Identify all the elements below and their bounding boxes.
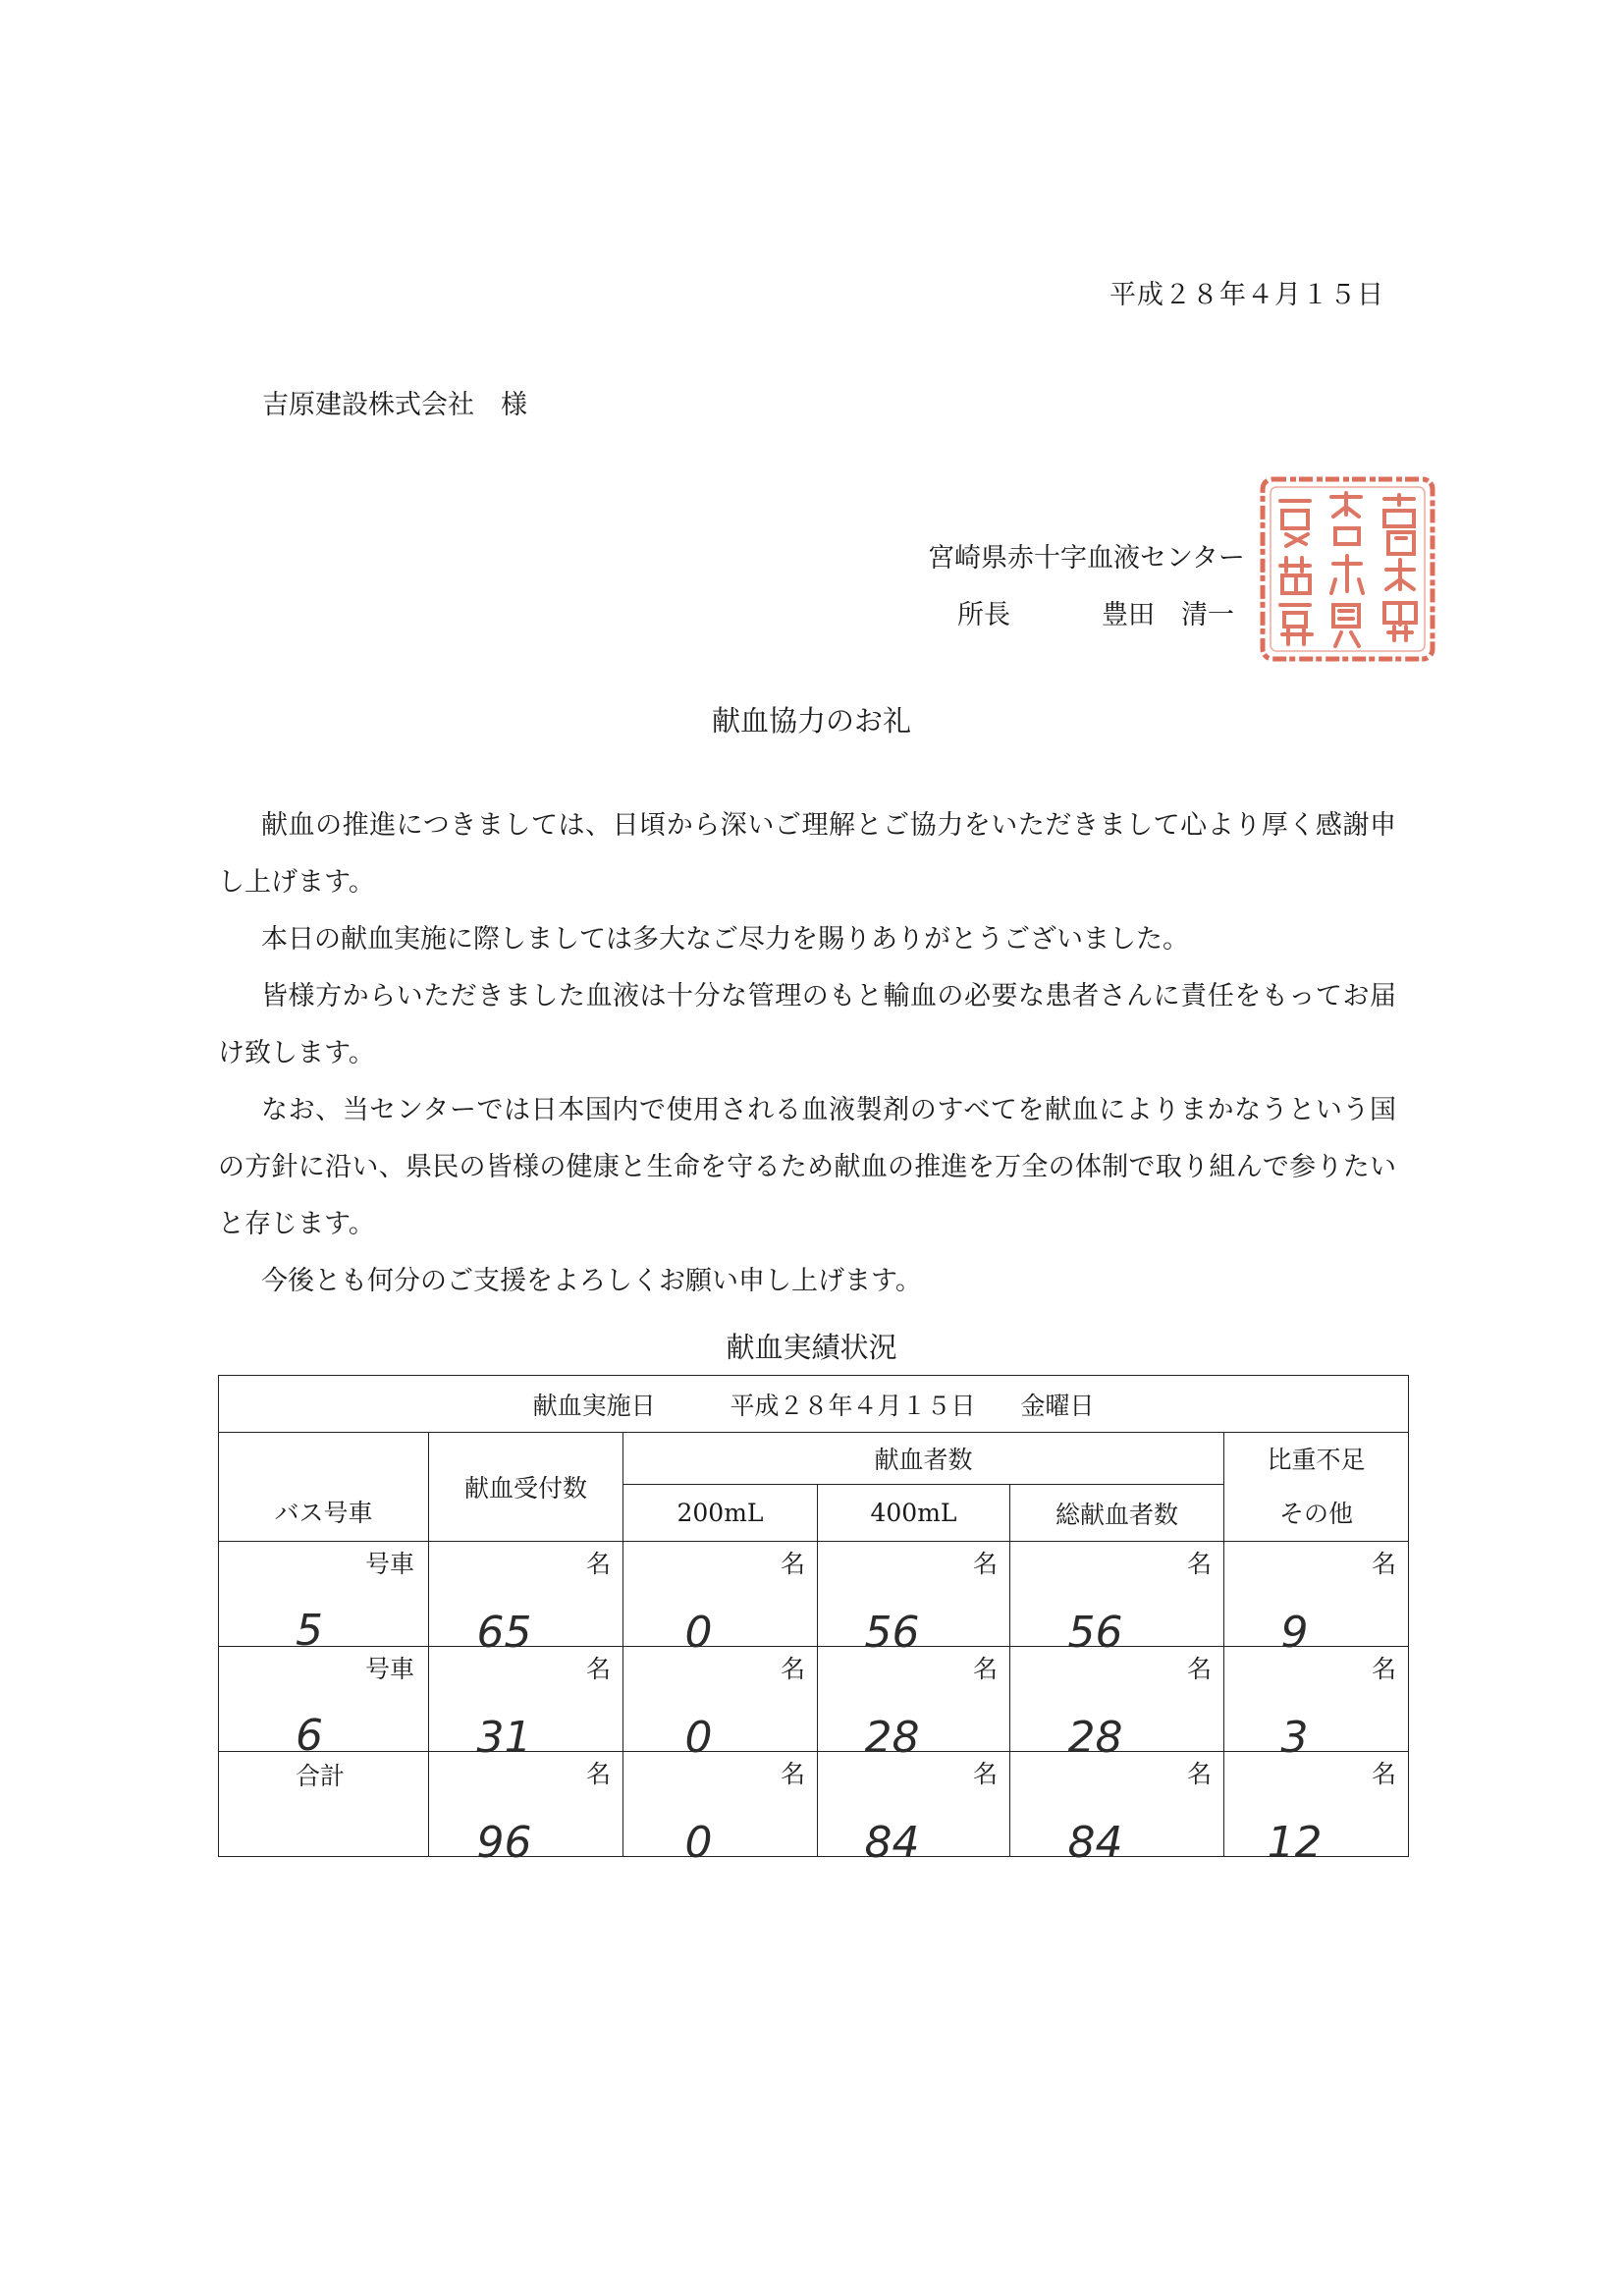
unit-label: 名	[1186, 1655, 1212, 1683]
received-value: 31	[476, 1713, 532, 1763]
total-value: 28	[1067, 1713, 1123, 1763]
bus-suffix: 号車	[364, 1550, 414, 1578]
addressee: 吉原建設株式会社 様	[262, 390, 527, 420]
letter-subject: 献血協力のお礼	[711, 704, 911, 738]
header-row-1	[219, 1433, 1409, 1485]
other-value: 3	[1280, 1713, 1309, 1763]
unit-label: 名	[1372, 1760, 1397, 1788]
other-cell	[1224, 1752, 1409, 1868]
bus-suffix: 号車	[364, 1655, 414, 1683]
header-400ml: 400mL	[818, 1485, 1010, 1542]
implementation-row	[219, 1376, 1409, 1433]
unit-label: 名	[1186, 1550, 1212, 1578]
header-other-line2: その他	[1279, 1500, 1354, 1528]
letter-date: 平成２８年４月１５日	[1109, 280, 1384, 310]
total-label: 合計	[296, 1762, 346, 1790]
unit-label: 名	[1372, 1550, 1397, 1578]
unit-label: 名	[585, 1760, 611, 1788]
header-bus: バス号車	[219, 1433, 429, 1542]
unit-label: 名	[585, 1655, 611, 1683]
body-paragraph: 献血の推進につきましては、日頃から深いご理解とご協力をいただきまして心より厚く感謝申し上げます。	[218, 810, 1396, 898]
ml200-cell	[623, 1542, 818, 1658]
body-paragraph: 皆様方からいただきました血液は十分な管理のもと輸血の必要な患者さんに責任をもってお届け致します。	[218, 981, 1396, 1068]
received-total: 96	[476, 1818, 532, 1868]
unit-label: 名	[972, 1550, 998, 1578]
results-title: 献血実績状況	[726, 1331, 897, 1364]
ml400-cell	[818, 1542, 1010, 1658]
ml200-value: 0	[684, 1713, 713, 1763]
total-cell	[1010, 1542, 1224, 1658]
unit-label: 名	[585, 1550, 611, 1578]
bus-number: 5	[296, 1606, 323, 1656]
header-donors: 献血者数	[623, 1433, 1224, 1485]
body-paragraph: なお、当センターでは日本国内で使用される血液製剤のすべてを献血によりまかなうという国の方針に沿い、県民の皆様の健康と生命を守るため献血の推進を万全の体制で取り組んで参りたいと存じます。	[218, 1095, 1396, 1239]
header-total-donors: 総献血者数	[1010, 1485, 1224, 1542]
unit-label: 名	[780, 1655, 805, 1683]
total-label-cell	[219, 1752, 429, 1857]
ml200-cell	[623, 1647, 818, 1763]
ml200-total: 0	[684, 1818, 713, 1868]
sender-title: 所長	[957, 600, 1010, 630]
other-cell	[1224, 1542, 1409, 1658]
ml400-total: 84	[864, 1818, 920, 1868]
other-value: 9	[1280, 1608, 1309, 1658]
ml400-cell	[818, 1752, 1010, 1868]
ml200-cell	[623, 1752, 818, 1868]
table-row	[219, 1542, 1409, 1647]
implementation-cell	[219, 1376, 1409, 1433]
header-received: 献血受付数	[429, 1433, 623, 1542]
implementation-weekday: 金曜日	[1020, 1391, 1095, 1420]
totals-row	[219, 1752, 1409, 1857]
sender-organization: 宮崎県赤十字血液センター	[928, 543, 1245, 574]
bus-cell	[219, 1647, 429, 1761]
unit-label: 名	[972, 1655, 998, 1683]
donors-total: 84	[1067, 1818, 1123, 1868]
unit-label: 名	[780, 1760, 805, 1788]
unit-label: 名	[1372, 1655, 1397, 1683]
unit-label: 名	[1186, 1760, 1212, 1788]
sender-name: 豊田 清一	[1102, 600, 1234, 630]
bus-number: 6	[296, 1711, 323, 1761]
total-value: 56	[1067, 1608, 1123, 1658]
received-cell	[429, 1752, 623, 1868]
ml200-value: 0	[684, 1608, 713, 1658]
body-paragraph: 本日の献血実施に際しましては多大なご尽力を賜りありがとうございました。	[261, 924, 1189, 955]
donation-results-table	[218, 1375, 1409, 1868]
header-other	[1224, 1433, 1409, 1542]
total-cell	[1010, 1752, 1224, 1868]
unit-label: 名	[972, 1760, 998, 1788]
implementation-date: 平成２８年４月１５日	[730, 1391, 976, 1420]
other-total: 12	[1267, 1818, 1323, 1868]
other-cell	[1224, 1647, 1409, 1763]
header-200ml: 200mL	[623, 1485, 818, 1542]
header-other-line1: 比重不足	[1267, 1446, 1366, 1474]
received-cell	[429, 1542, 623, 1658]
implementation-label: 献血実施日	[532, 1391, 656, 1420]
total-cell	[1010, 1647, 1224, 1763]
letter-body	[218, 797, 1396, 1310]
body-paragraph: 今後とも何分のご支援をよろしくお願い申し上げます。	[261, 1266, 922, 1296]
ml400-value: 56	[864, 1608, 920, 1658]
received-cell	[429, 1647, 623, 1763]
ml400-value: 28	[864, 1713, 920, 1763]
received-value: 65	[476, 1608, 532, 1658]
official-seal	[1257, 473, 1438, 665]
bus-cell	[219, 1542, 429, 1656]
ml400-cell	[818, 1647, 1010, 1763]
unit-label: 名	[780, 1550, 805, 1578]
table-row	[219, 1647, 1409, 1752]
